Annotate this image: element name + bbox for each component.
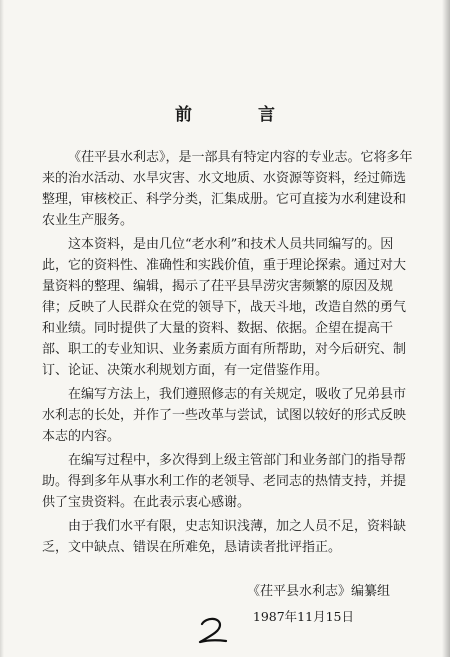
signature-date: 1987年11月15日 (252, 609, 354, 624)
preface-body (42, 147, 414, 561)
scan-shadow-right (442, 0, 450, 657)
paragraph-3: 在编写方法上，我们遵照修志的有关规定，吸收了兄弟县市水利志的长处，并作了一些改革与尝试，试图以较好的形式反映本志的内容。 (42, 387, 407, 444)
paragraph-2: 这本资料，是由几位“老水利”和技术人员共同编写的。因此，它的资料性、准确性和实践价值，重于理论探索。通过对大量资料的整理、编辑，揭示了茌平县旱涝灾害频繁的原因及规律；反映了人民群众在党的领导下，战天斗地，改造自然的勇气和业绩。同时提供了大量的资料、数据、依据。企望在提高干部、职工的专业知识、业务素质方面有所帮助，对今后研究、制订、论证、决策水利规划方面，有一定借鉴作用。 (42, 237, 407, 378)
scan-shadow-left (0, 0, 4, 657)
page-title: 前 言 (175, 105, 305, 125)
paragraph-1: 《茌平县水利志》，是一部具有特定内容的专业志。它将多年来的治水活动、水旱灾害、水文地质、水资源等资料，经过筛选整理，审核校正、科学分类，汇集成册。它可直接为水利建设和农业生产服务。 (42, 150, 413, 228)
signature-organization: 《茌平县水利志》编纂组 (246, 584, 390, 599)
paragraph-5: 由于我们水平有限，史志知识浅薄，加之人员不足，资料缺乏，文中缺点、错误在所难免，恳请读者批评指正。 (42, 519, 407, 555)
paragraph-4: 在编写过程中，多次得到上级主管部门和业务部门的指导帮助。得到多年从事水利工作的老领导、老同志的热情支持，并提供了宝贵资料。在此表示衷心感谢。 (42, 453, 407, 510)
handwritten-page-number (196, 615, 228, 645)
